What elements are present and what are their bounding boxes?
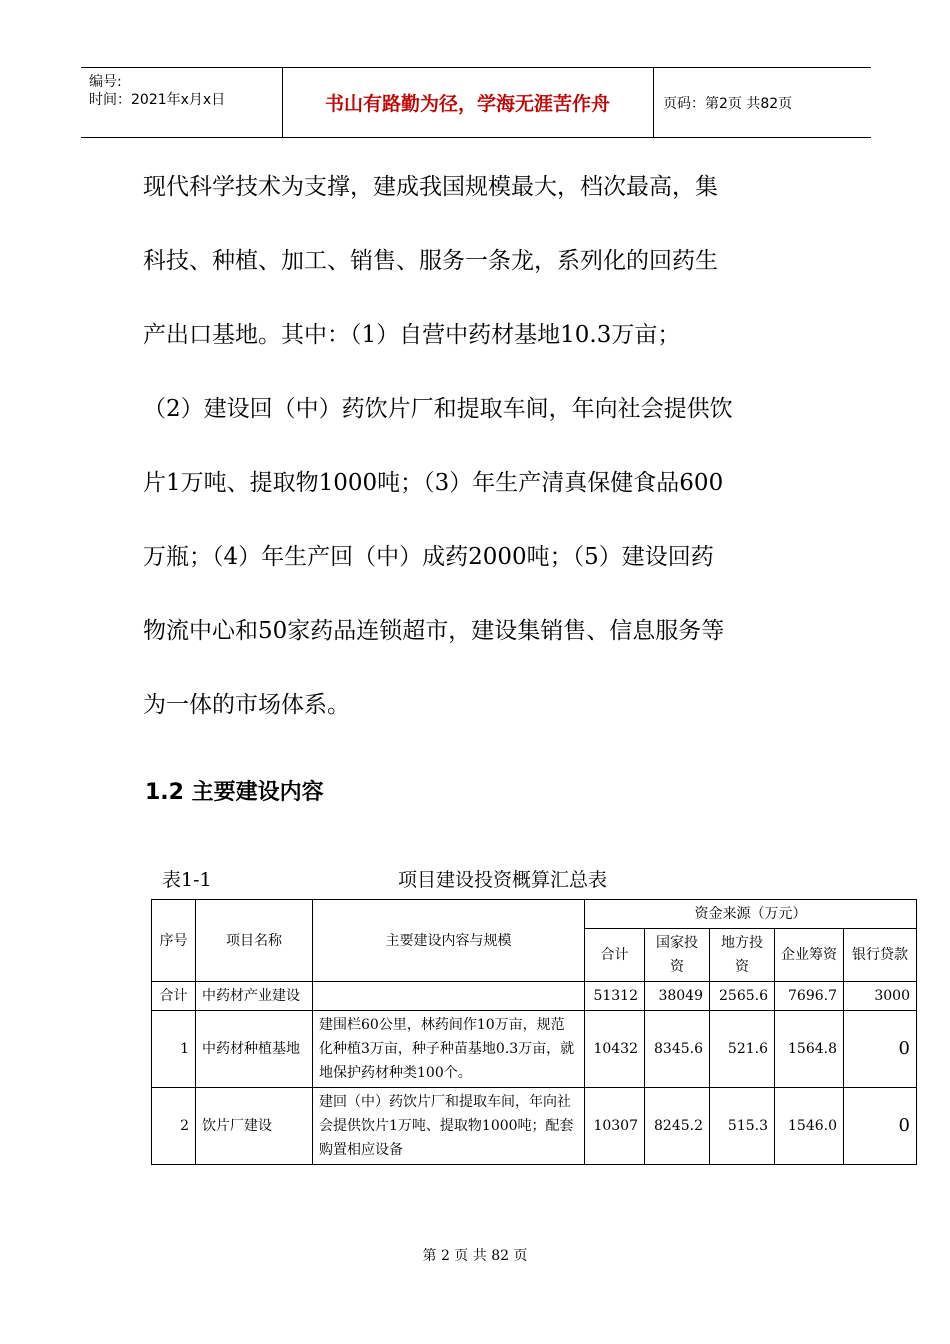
cell-bank: 3000 xyxy=(844,982,917,1011)
table-header-row xyxy=(152,900,917,929)
cell-bank: 0 xyxy=(844,1011,917,1088)
cell-total: 10307 xyxy=(585,1088,645,1165)
header-content: 主要建设内容与规模 xyxy=(313,900,585,982)
page-footer: 第 2 页 共 82 页 xyxy=(422,1248,528,1264)
header-page-info: 页码：第2页 共82页 xyxy=(663,95,793,112)
cell-name: 中药材产业建设 xyxy=(196,982,313,1011)
paragraph-line: 物流中心和50家药品连锁超市，建设集销售、信息服务等 xyxy=(143,618,725,644)
table-caption-title: 项目建设投资概算汇总表 xyxy=(398,869,608,891)
cell-national: 8345.6 xyxy=(645,1011,710,1088)
cell-enterprise: 7696.7 xyxy=(775,982,844,1011)
paragraph-line: 现代科学技术为支撑，建成我国规模最大，档次最高，集 xyxy=(143,174,718,200)
cell-seq: 1 xyxy=(152,1011,196,1088)
page-header xyxy=(81,67,871,138)
cell-content xyxy=(313,982,585,1011)
header-project-name: 项目名称 xyxy=(196,900,313,982)
paragraph-line: 产出口基地。其中：（1）自营中药材基地10.3万亩； xyxy=(143,322,681,348)
cell-local: 515.3 xyxy=(710,1088,775,1165)
header-motto: 书山有路勤为径，学海无涯苦作舟 xyxy=(282,68,654,137)
header-total: 合计 xyxy=(585,929,645,982)
cell-content: 建围栏60公里，林药间作10万亩，规范化种植3万亩，种子种苗基地0.3万亩，就地保护药材种类100个。 xyxy=(313,1011,585,1088)
header-enterprise: 企业筹资 xyxy=(775,929,844,982)
header-bank: 银行贷款 xyxy=(844,929,917,982)
table-row xyxy=(152,1011,917,1088)
cell-name: 饮片厂建设 xyxy=(196,1088,313,1165)
cell-enterprise: 1564.8 xyxy=(775,1011,844,1088)
header-local: 地方投资 xyxy=(710,929,775,982)
paragraph-line: 万瓶；（4）年生产回（中）成药2000吨；（5）建设回药 xyxy=(143,544,714,570)
cell-enterprise: 1546.0 xyxy=(775,1088,844,1165)
document-number-label: 编号: xyxy=(89,74,122,90)
cell-content: 建回（中）药饮片厂和提取车间，年向社会提供饮片1万吨、提取物1000吨；配套购置相应设备 xyxy=(313,1088,585,1165)
cell-national: 8245.2 xyxy=(645,1088,710,1165)
document-time-label: 时间：2021年x月x日 xyxy=(89,92,226,108)
table-row xyxy=(152,1088,917,1165)
table-caption-number: 表1-1 xyxy=(162,869,212,891)
header-seq: 序号 xyxy=(152,900,196,982)
cell-seq: 合计 xyxy=(152,982,196,1011)
cell-name: 中药材种植基地 xyxy=(196,1011,313,1088)
header-funding-source: 资金来源（万元） xyxy=(585,900,917,929)
paragraph-line: 科技、种植、加工、销售、服务一条龙，系列化的回药生 xyxy=(143,248,718,274)
table-row xyxy=(152,982,917,1011)
body-paragraph xyxy=(143,150,813,742)
section-heading: 1.2 主要建设内容 xyxy=(145,780,324,805)
cell-total: 10432 xyxy=(585,1011,645,1088)
cell-local: 2565.6 xyxy=(710,982,775,1011)
cell-bank: 0 xyxy=(844,1088,917,1165)
cell-local: 521.6 xyxy=(710,1011,775,1088)
paragraph-line: 片1万吨、提取物1000吨；（3）年生产清真保健食品600 xyxy=(143,470,724,496)
paragraph-line: 为一体的市场体系。 xyxy=(143,692,350,718)
header-national: 国家投资 xyxy=(645,929,710,982)
investment-summary-table xyxy=(151,899,917,1165)
cell-seq: 2 xyxy=(152,1088,196,1165)
paragraph-line: （2）建设回（中）药饮片厂和提取车间，年向社会提供饮 xyxy=(143,396,733,422)
cell-national: 38049 xyxy=(645,982,710,1011)
header-meta xyxy=(81,68,283,137)
cell-total: 51312 xyxy=(585,982,645,1011)
